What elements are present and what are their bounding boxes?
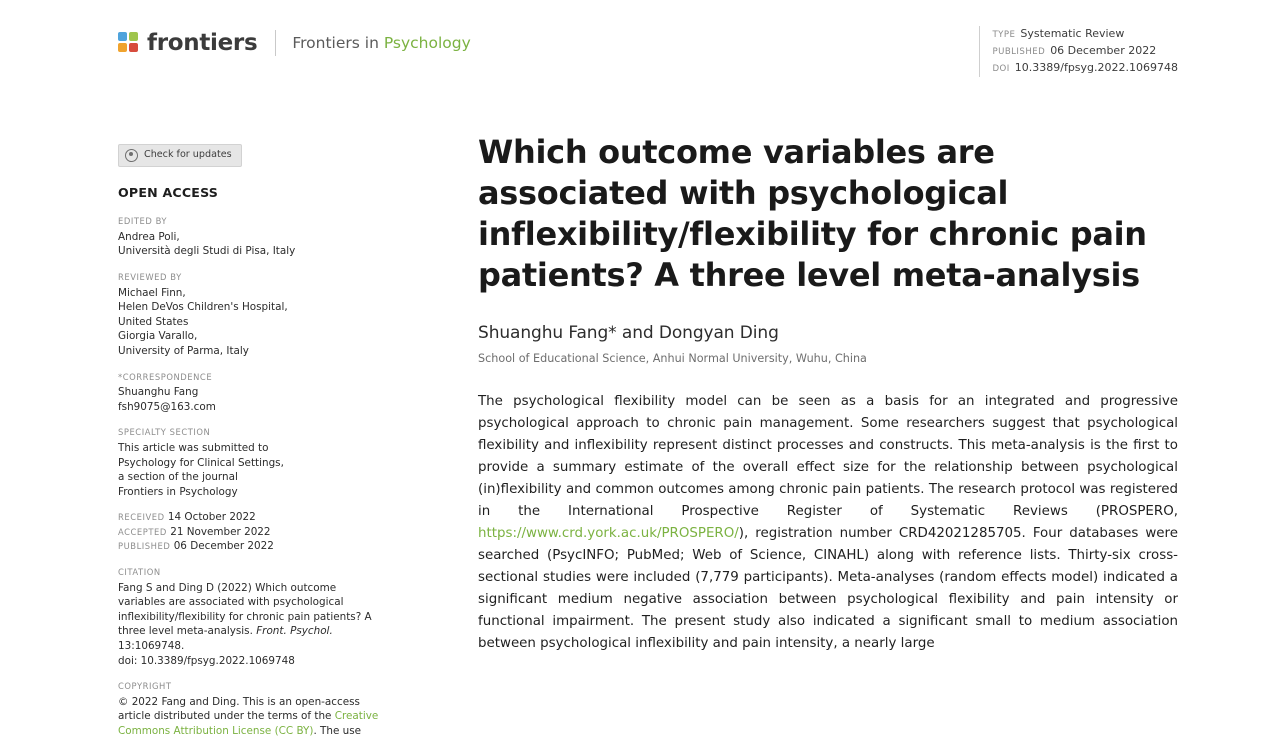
correspondence-name: Shuanghu Fang (118, 386, 199, 399)
copyright-label: COPYRIGHT (118, 681, 172, 692)
header-divider (275, 30, 276, 56)
meta-row-type (992, 26, 1178, 43)
published-label: PUBLISHED (118, 541, 171, 552)
affiliation: School of Educational Science, Anhui Normal University, Wuhu, China (478, 352, 867, 365)
specialty-section-block (118, 425, 386, 499)
meta-row-published (992, 43, 1178, 60)
journal-title (292, 34, 470, 52)
copyright-text-post: . The use (313, 725, 362, 737)
meta-label-doi: DOI (992, 64, 1010, 74)
meta-value-doi[interactable]: 10.3389/fpsyg.2022.1069748 (1014, 61, 1178, 74)
correspondence-section (118, 370, 386, 415)
citation-label: CITATION (118, 567, 161, 578)
specialty-line: Psychology for Clinical Settings, (118, 456, 284, 469)
copyright-text-pre: © 2022 Fang and Ding. This is an open-access article distributed under the terms of the (118, 695, 360, 723)
reviewed-by-line: Giorgia Varallo, (118, 330, 198, 343)
article-main (478, 132, 1178, 655)
accepted-label: ACCEPTED (118, 526, 167, 537)
edited-by-line: Andrea Poli, (118, 230, 180, 243)
citation-doi[interactable]: doi: 10.3389/fpsyg.2022.1069748 (118, 654, 295, 667)
meta-label-published: PUBLISHED (992, 47, 1046, 57)
journal-title-accent: Psychology (383, 34, 471, 52)
meta-value-type: Systematic Review (1020, 27, 1125, 40)
reviewed-by-line: United States (118, 315, 189, 328)
crossmark-icon (125, 149, 138, 162)
specialty-section-label: SPECIALTY SECTION (118, 427, 211, 438)
received-label: RECEIVED (118, 512, 165, 523)
meta-label-type: TYPE (992, 30, 1016, 40)
prospero-link[interactable]: https://www.crd.york.ac.uk/PROSPERO/ (478, 526, 739, 541)
accepted-row (118, 525, 386, 540)
author-list: Shuanghu Fang* and Dongyan Ding (478, 323, 779, 343)
published-value: 06 December 2022 (173, 540, 274, 553)
cc-by-license-link[interactable]: Creative Commons Attribution License (CC BY) (118, 710, 379, 737)
edited-by-line: Università degli Studi di Pisa, Italy (118, 245, 296, 258)
citation-journal: Front. Psychol. (256, 625, 333, 638)
edited-by-label: EDITED BY (118, 216, 168, 227)
reviewed-by-line: University of Parma, Italy (118, 344, 249, 357)
edited-by-section (118, 214, 386, 259)
reviewed-by-line: Helen DeVos Children's Hospital, (118, 301, 288, 314)
received-row (118, 510, 386, 525)
open-access-badge: OPEN ACCESS (118, 184, 219, 200)
correspondence-email[interactable]: fsh9075@163.com (118, 400, 216, 413)
check-for-updates-button[interactable] (118, 144, 242, 167)
article-meta (979, 26, 1178, 77)
reviewed-by-section (118, 270, 386, 359)
accepted-value: 21 November 2022 (170, 525, 271, 538)
article-sidebar (118, 144, 386, 750)
published-row (118, 539, 386, 554)
dates-section (118, 510, 386, 554)
received-value: 14 October 2022 (167, 511, 256, 524)
reviewed-by-line: Michael Finn, (118, 286, 186, 299)
specialty-line: This article was submitted to (118, 441, 269, 454)
frontiers-wordmark: frontiers (147, 30, 258, 56)
meta-value-published: 06 December 2022 (1050, 44, 1157, 57)
citation-text: Fang S and Ding D (2022) Which outcome variables are associated with psychological inflexibility/flexibility for chronic pain patients? A three level meta-analysis. (118, 581, 372, 638)
abstract-text (478, 391, 1178, 655)
correspondence-label: *CORRESPONDENCE (118, 371, 213, 382)
specialty-line: a section of the journal (118, 471, 238, 484)
citation-section (118, 565, 386, 668)
meta-row-doi (992, 60, 1178, 77)
journal-title-prefix: Frontiers in (292, 34, 384, 52)
copyright-section (118, 679, 386, 738)
specialty-line: Frontiers in Psychology (118, 485, 238, 498)
check-for-updates-label: Check for updates (144, 149, 232, 160)
page-title: Which outcome variables are associated with psychological inflexibility/flexibility for chronic pain patients? A three level meta-analysis (478, 133, 1147, 294)
abstract-part-2: ), registration number CRD42021285705. Four databases were searched (PsycINFO; PubMed; Web of Science, CINAHL) along with reference lists. Thirty-six cross-sectional studies were included (7,779 participants). Meta-analyses (random effects model) indicated a significant medium negative association between psychological flexibility and pain intensity or functional impairment. The present study also indicated a significant small to medium association between psychological inflexibility and pain intensity, a nearly large (478, 526, 1178, 651)
reviewed-by-label: REVIEWED BY (118, 271, 182, 282)
citation-locator: 13:1069748. (118, 640, 185, 653)
abstract-part-1: The psychological flexibility model can be seen as a basis for an integrated and progressive psychological approach to chronic pain management. Some researchers suggest that psychological flexibility and inflexibility represent distinct processes and constructs. This meta-analysis is the first to provide a summary estimate of the overall effect size for the relationship between psychological (in)flexibility and common outcomes among chronic pain patients. The research protocol was registered in the International Prospective Register of Systematic Reviews (PROSPERO, (478, 394, 1178, 519)
frontiers-logo-icon (118, 32, 140, 54)
